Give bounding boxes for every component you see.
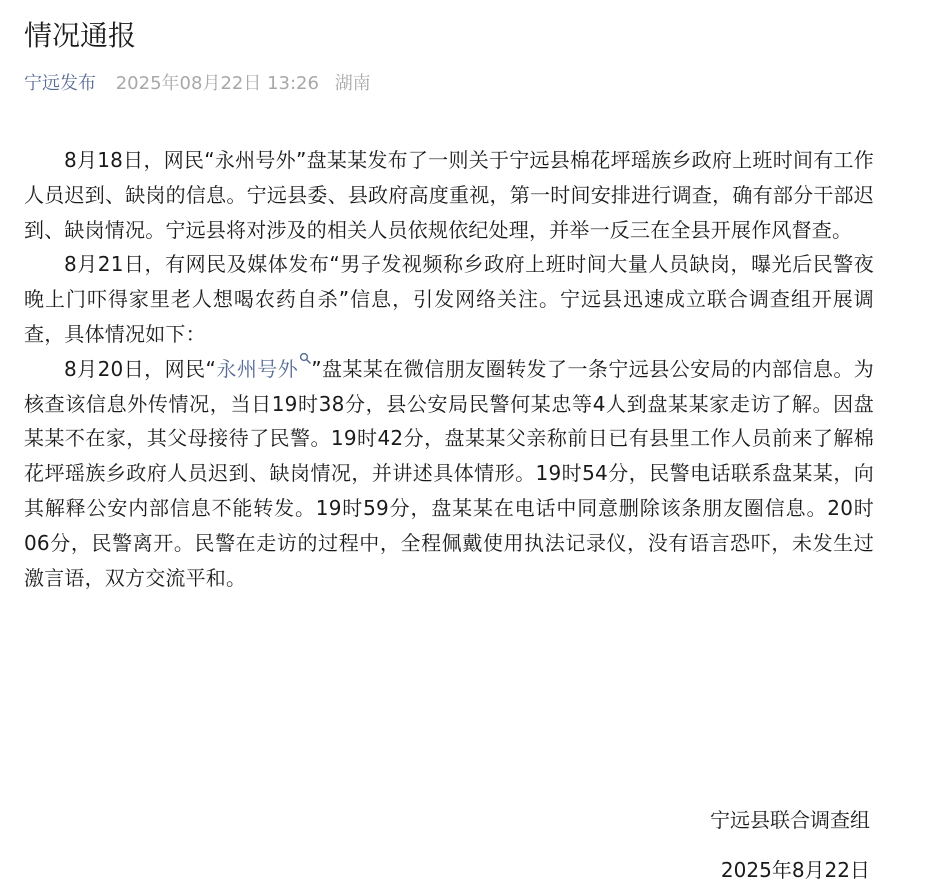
paragraph-3-text-start: 8月20日，网民“ — [64, 356, 217, 381]
paragraph-1: 8月18日，网民“永州号外”盘某某发布了一则关于宁远县棉花坪瑶族乡政府上班时间有工作人员迟到、缺岗的信息。宁远县委、县政府高度重视，第一时间安排进行调查，确有部分干部迟到、缺岗情况。宁远县将对涉及的相关人员依规依纪处理，并举一反三在全县开展作风督查。 — [24, 148, 874, 242]
paragraph-3-text-end: ”盘某某在微信朋友圈转发了一条宁远县公安局的内部信息。为核查该信息外传情况，当日19时38分，县公安局民警何某忠等4人到盘某某家走访了解。因盘某某不在家，其父母接待了民警。19时42分，盘某某父亲称前日已有县里工作人员前来了解棉花坪瑶族乡政府人员迟到、缺岗情况，并讲述具体情形。19时54分，民警电话联系盘某某，向其解释公安内部信息不能转发。19时59分，盘某某在电话中同意删除该条朋友圈信息。20时06分，民警离开。民警在走访的过程中，全程佩戴使用执法记录仪，没有语言恐吓，未发生过激言语，双方交流平和。 — [24, 356, 874, 590]
signature-organization: 宁远县联合调查组 — [710, 808, 870, 832]
article-meta — [24, 71, 371, 97]
paragraph-3 — [24, 352, 874, 596]
account-name-link[interactable]: 宁远发布 — [24, 73, 96, 94]
publish-region: 湖南 — [334, 73, 371, 94]
search-icon[interactable] — [299, 352, 311, 364]
publish-time: 2025年08月22日 13:26 — [115, 73, 319, 94]
signature-block — [710, 795, 870, 895]
search-keyword-link[interactable]: 永州号外 — [216, 356, 299, 381]
article-title: 情况通报 — [24, 19, 137, 52]
signature-date: 2025年8月22日 — [720, 858, 870, 882]
paragraph-2: 8月21日，有网民及媒体发布“男子发视频称乡政府上班时间大量人员缺岗，曝光后民警夜晚上门吓得家里老人想喝农药自杀”信息，引发网络关注。宁远县迅速成立联合调查组开展调查，具体情况如下： — [24, 252, 874, 346]
article-body — [24, 143, 874, 595]
